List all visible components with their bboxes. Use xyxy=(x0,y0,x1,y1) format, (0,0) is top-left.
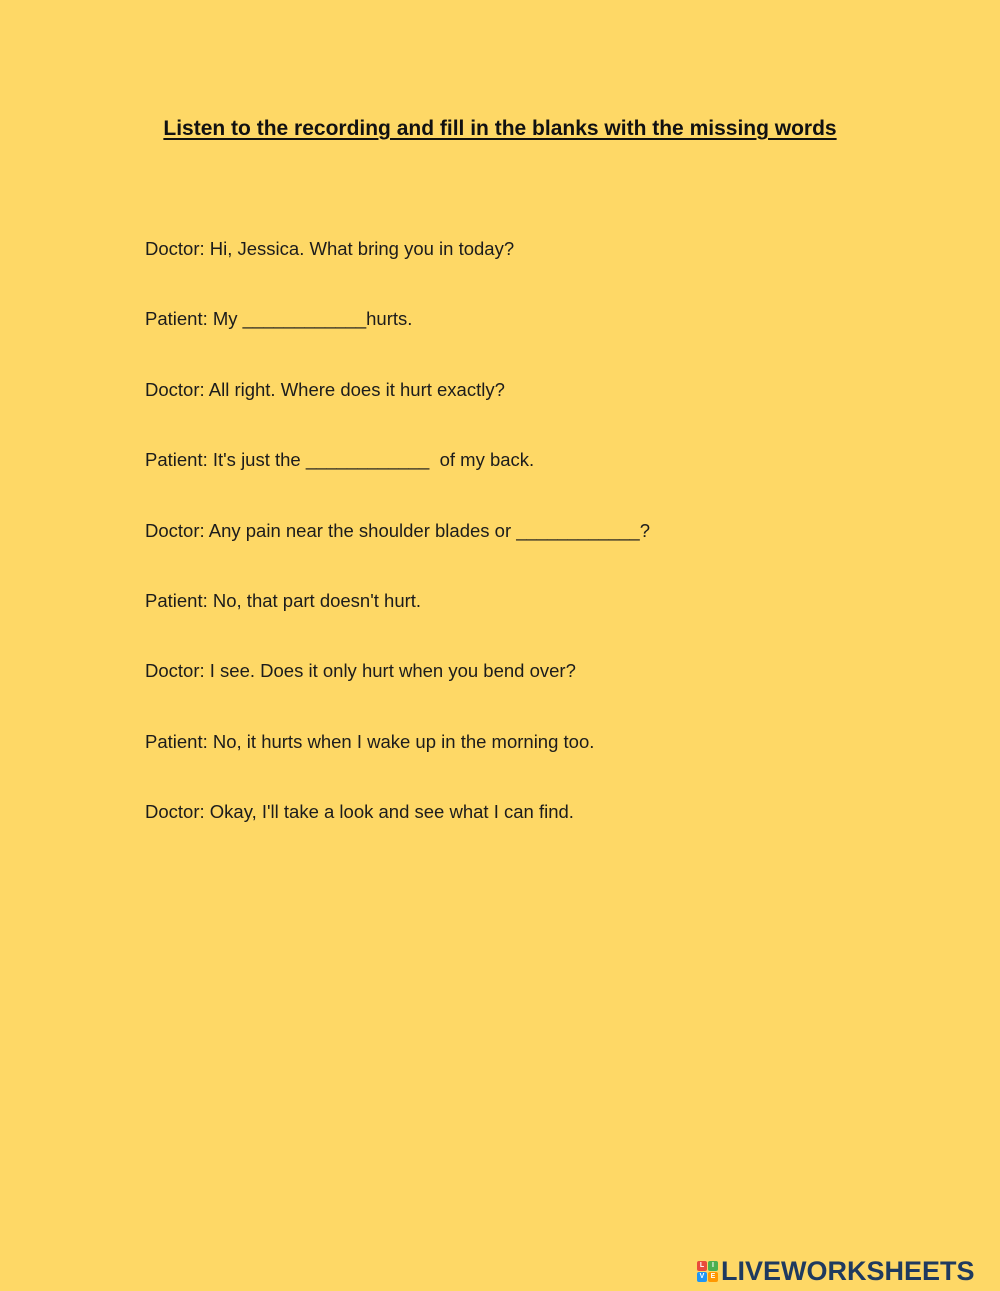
logo-mark-letter-l: L xyxy=(697,1261,707,1271)
dialogue-line-8: Patient: No, it hurts when I wake up in the morning too. xyxy=(145,730,595,752)
dialogue-line-2: Patient: My ____________hurts. xyxy=(145,308,413,330)
logo-mark-letter-e: E xyxy=(708,1272,718,1282)
logo-mark-letter-i: I xyxy=(708,1261,718,1271)
dialogue-line-5: Doctor: Any pain near the shoulder blades or ____________? xyxy=(145,519,651,541)
worksheet-title: Listen to the recording and fill in the blanks with the missing words xyxy=(163,117,837,140)
dialogue-line-1: Doctor: Hi, Jessica. What bring you in today? xyxy=(145,238,515,259)
liveworksheets-logo[interactable] xyxy=(697,1257,975,1285)
dialogue-line-7: Doctor: I see. Does it only hurt when you bend over? xyxy=(145,660,576,682)
dialogue-line-9: Doctor: Okay, I'll take a look and see what I can find. xyxy=(145,801,574,823)
dialogue-list xyxy=(145,236,650,870)
dialogue-line-3: Doctor: All right. Where does it hurt exactly? xyxy=(145,378,505,400)
logo-text: LIVEWORKSHEETS xyxy=(721,1256,975,1286)
dialogue-line-4: Patient: It's just the ____________ of my back. xyxy=(145,449,535,471)
logo-mark-icon xyxy=(697,1261,718,1282)
dialogue-line-6: Patient: No, that part doesn't hurt. xyxy=(145,589,422,611)
logo-mark-letter-v: V xyxy=(697,1272,707,1282)
